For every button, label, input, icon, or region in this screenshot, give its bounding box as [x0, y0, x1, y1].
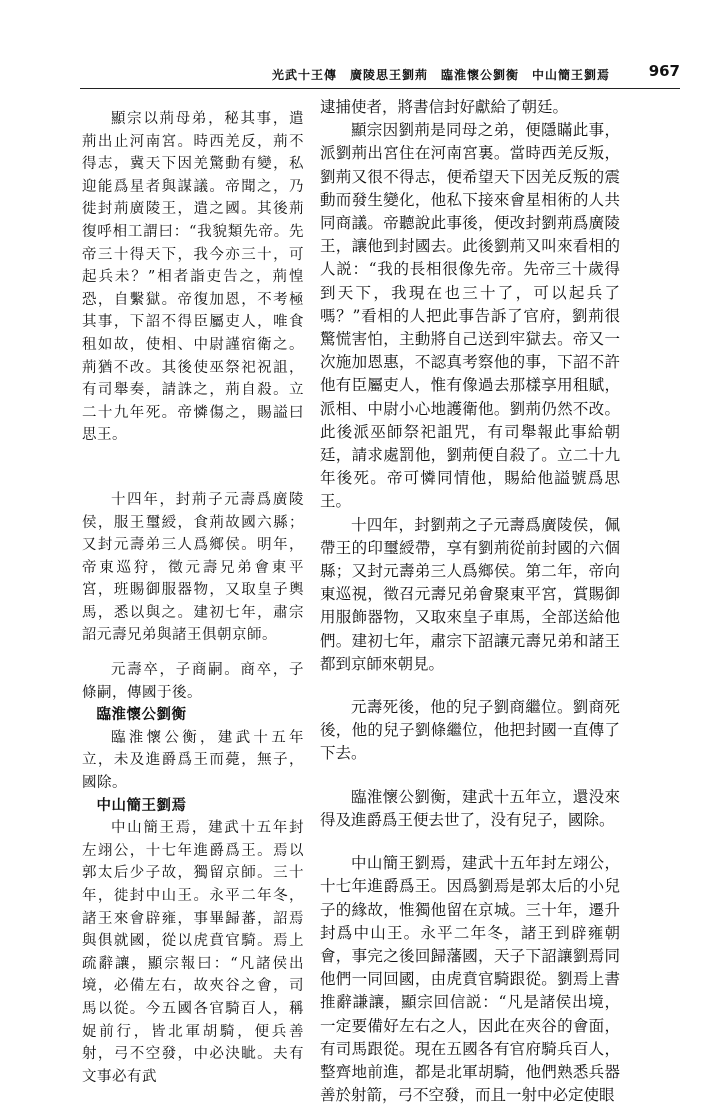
classical-paragraph-linhuai: 臨淮懷公衡，建武十五年立，未及進爵爲王而薨，無子，國除。	[82, 729, 304, 792]
translation-paragraph-zhongshan: 中山簡王劉焉，建武十五年封左翊公，十七年進爵爲王。因爲劉焉是郭太后的小兒子的緣故，惟獨他留在京城。三十年，遷升封爲中山王。永平二年冬，諸王到辟雍朝會，事完之後回歸藩國，天子下詔讓劉焉同他們一同回國，由虎賁官騎跟從。劉焉上書推辭謙讓，顯宗回信説：“凡是諸侯出境，一定要備好左右之人，因此在夾谷的會面，有司馬跟從。現在五國各有官府騎兵百人，整齊地前進，都是北軍胡騎，他們熟悉兵器善於射箭，弓不空發，而且一射中必定使眼	[320, 854, 620, 1105]
classical-paragraph-succession: 元壽卒，子商嗣。商卒，子條嗣，傳國于後。	[82, 662, 304, 701]
classical-paragraph-jing-fate: 顯宗以荊母弟，秘其事，遣荊出止河南宮。時西羌反，荊不得志，冀天下因羌驚動有變，私迎能爲星者與謀議。帝聞之，乃徙封荊廣陵王，遣之國。其後荊復呼相工謂曰：“我貌類先帝。先帝三十得天下，我今亦三十，可起兵未？”相者詣吏告之，荊惶恐，自繫獄。帝復加恩，不考極其事，下詔不得臣屬吏人，唯食租如故，使相、中尉謹宿衛之。荊猶不改。其後使巫祭祀祝詛，有司舉奏，請誅之，荊自殺。立二十九年死。帝憐傷之，賜謚曰思王。	[82, 111, 304, 444]
section-heading-zhongshan: 中山簡王劉焉	[96, 797, 187, 814]
translation-paragraph-continuation: 逮捕使者，將書信封好獻給了朝廷。	[320, 98, 569, 116]
translation-paragraph-jing-fate: 顯宗因劉荊是同母之弟，便隱瞞此事，派劉荊出宮住在河南宮裏。當時西羌反叛，劉荊又很不得志，便希望天下因羌反叛的震動而發生變化，他私下接來會星相術的人共同商議。帝聽說此事後，便改封劉荊爲廣陵王，讓他到封國去。此後劉荊又叫來看相的人説：“我的長相很像先帝。先帝三十歲得到天下，我現在也三十了，可以起兵了嗎？”看相的人把此事告訴了官府，劉荊很驚慌害怕，主動將自己送到牢獄去。帝又一次施加恩惠，不認真考察他的事，下詔不許他有臣屬吏人，惟有像過去那樣享用租賦，派相、中尉小心地護衛他。劉荊仍然不改。此後派巫師祭祀詛咒，有司舉報此事給朝廷，請求處罰他，劉荊便自殺了。立二十九年後死。帝可憐同情他，賜給他謚號爲思王。	[320, 121, 620, 511]
running-header	[80, 60, 680, 89]
classical-text-column	[82, 96, 304, 1088]
classical-paragraph-zhongshan: 中山簡王焉，建武十五年封左翊公，十七年進爵爲王。焉以郭太后少子故，獨留京師。三十年，徙封中山王。永平二年冬，諸王來會辟雍，事畢歸蕃，詔焉與俱就國，從以虎賁官騎。焉上疏辭讓，顯宗報曰：“凡諸侯出境，必備左右，故夾谷之會，司馬以從。今五國各官騎百人，稱娖前行，皆北軍胡騎，便兵善射，弓不空發，中必決眦。夫有文事必有武	[82, 820, 304, 1085]
running-title: 光武十王傳 廣陵思王劉荊 臨淮懷公劉衡 中山簡王劉焉	[271, 68, 610, 82]
page-number: 967	[648, 62, 680, 80]
translation-paragraph-succession: 元壽死後，他的兒子劉商繼位。劉商死後，他的兒子劉條繼位，他把封國一直傳了下去。	[320, 698, 620, 763]
translation-paragraph-linhuai: 臨淮懷公劉衡，建武十五年立，還没來得及進爵爲王便去世了，没有兒子，國除。	[320, 787, 620, 829]
translation-column	[320, 96, 620, 1107]
section-heading-linhuai: 臨淮懷公劉衡	[96, 707, 187, 724]
classical-paragraph-yuanshou: 十四年，封荊子元壽爲廣陵侯，服王璽綬，食荊故國六縣；又封元壽弟三人爲鄉侯。明年，帝東巡狩，徵元壽兄弟會東平宮，班賜御服器物，又取皇子輿馬，悉以與之。建初七年，肅宗詔元壽兄弟與諸王俱朝京師。	[82, 491, 304, 644]
translation-paragraph-yuanshou: 十四年，封劉荊之子元壽爲廣陵侯，佩帶王的印璽綬帶，享有劉荊從前封國的六個縣；又封元壽弟三人爲鄉侯。第二年，帝向東巡視，徵召元壽兄弟會聚東平宮，賞賜御用服飾器物，又取來皇子車馬，全部送給他們。建初七年，肅宗下詔讓元壽兄弟和諸王都到京師來朝見。	[320, 515, 620, 673]
